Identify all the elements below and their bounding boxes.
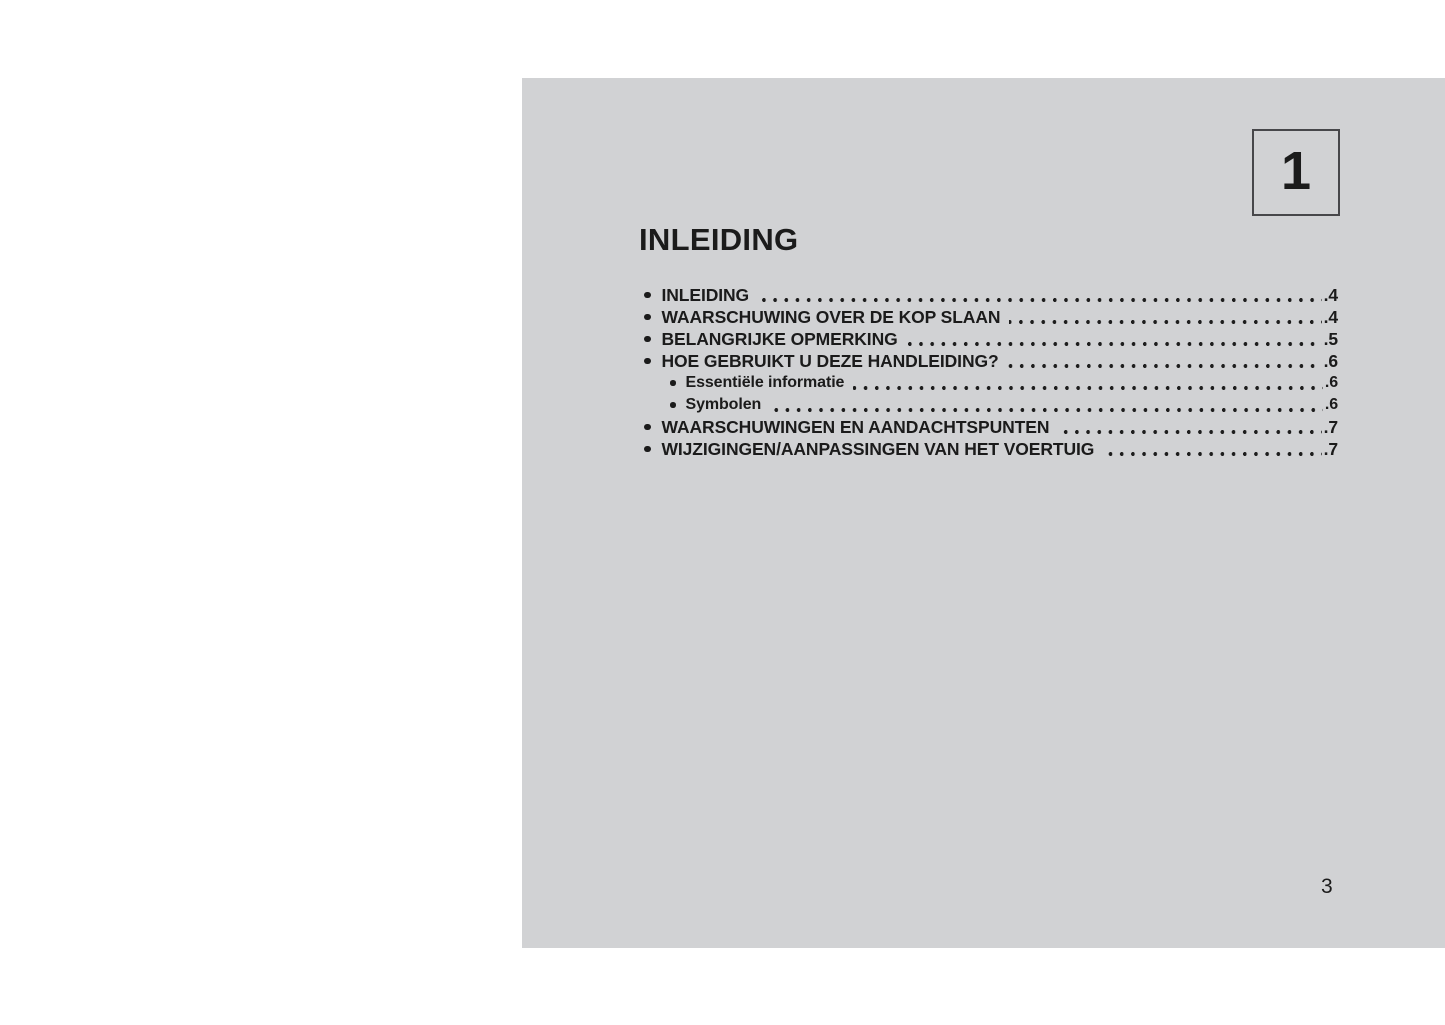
toc-page: .7 [1323,417,1338,437]
bullet-icon [644,424,651,431]
dot-leader-icon [758,298,1322,302]
toc-list [640,284,1338,460]
toc-row [640,416,1338,438]
toc-row [640,284,1338,306]
dot-leader-icon [907,342,1322,346]
toc-row [640,328,1338,350]
dot-leader-icon [1008,364,1322,368]
bullet-icon [644,446,651,453]
bullet-icon [670,402,676,408]
bullet-icon [644,314,651,321]
toc-label: HOE GEBRUIKT U DEZE HANDLEIDING? [661,351,999,371]
toc-row [640,394,1338,416]
bullet-icon [644,336,651,343]
toc-row [640,438,1338,460]
toc-page: .5 [1323,329,1338,349]
toc-row [640,350,1338,372]
toc-label: BELANGRIJKE OPMERKING [661,329,898,349]
dot-leader-icon [1009,320,1321,324]
dot-leader-icon [1058,430,1321,434]
page-number: 3 [1321,875,1333,898]
page-title: INLEIDING [639,222,799,257]
dot-leader-icon [770,408,1323,412]
toc-label: WAARSCHUWINGEN EN AANDACHTSPUNTEN [661,417,1050,437]
toc-label: WIJZIGINGEN/AANPASSINGEN VAN HET VOERTUIG [661,439,1095,459]
toc-page: .6 [1324,374,1338,391]
dot-leader-icon [1103,452,1321,456]
toc-row [640,372,1338,394]
bullet-icon [644,292,651,299]
chapter-number: 1 [1280,140,1312,201]
toc-label: WAARSCHUWING OVER DE KOP SLAAN [661,307,1001,327]
bullet-icon [670,380,676,386]
bullet-icon [644,358,651,365]
chapter-number-box [1252,129,1340,216]
toc-page: .6 [1323,351,1338,371]
content-panel [522,78,1445,948]
toc-page: .6 [1324,396,1338,413]
dot-leader-icon [853,386,1322,390]
toc-label: Symbolen [685,396,762,413]
toc-page: .4 [1323,307,1338,327]
toc-label: INLEIDING [661,285,750,305]
toc-label: Essentiële informatie [685,374,845,391]
toc-page: .4 [1323,285,1338,305]
toc-row [640,306,1338,328]
toc-page: .7 [1323,439,1338,459]
